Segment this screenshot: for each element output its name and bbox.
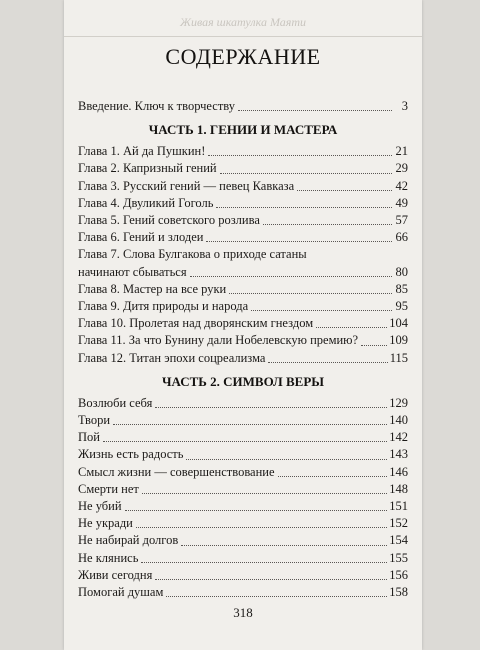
toc-entry [78, 264, 408, 281]
toc-entry [78, 315, 408, 332]
leader-dots [186, 458, 387, 460]
toc-entry-page: 66 [395, 230, 408, 245]
toc-entry-intro [78, 98, 408, 115]
toc-entry-page: 49 [395, 195, 408, 210]
leader-dots [190, 275, 392, 277]
toc-entry-page: 154 [389, 533, 408, 548]
leader-dots [166, 595, 387, 597]
toc-entry-page: 151 [389, 499, 408, 514]
toc-entry-page: 146 [389, 464, 408, 479]
part-heading-1: ЧАСТЬ 1. ГЕНИИ И МАСТЕРА [148, 122, 338, 138]
leader-dots [142, 492, 387, 494]
toc-entry-page: 80 [395, 264, 408, 279]
leader-dots [155, 578, 387, 580]
toc-entry-title-line1: Глава 7. Слова Булгакова о приходе сатаны [78, 247, 307, 262]
toc-entry-title: Живи сегодня [78, 567, 153, 582]
toc-entry-title: Не клянись [78, 550, 139, 565]
toc-entry-page: 148 [389, 481, 408, 496]
leader-dots [216, 206, 392, 208]
toc-entry [78, 429, 408, 446]
leader-dots [268, 361, 387, 363]
toc-entry [78, 464, 408, 481]
toc-entry-page: 21 [395, 144, 408, 159]
toc-entry [78, 532, 408, 549]
toc-entry-title: Помогай душам [78, 585, 164, 600]
toc-entry-title: Глава 5. Гений советского розлива [78, 213, 260, 228]
leader-dots [263, 223, 392, 225]
toc-entry [78, 195, 408, 212]
toc-entry-page: 104 [389, 316, 408, 331]
toc-entry-page: 156 [389, 567, 408, 582]
toc-entry [78, 178, 408, 195]
toc-entry-page: 57 [395, 213, 408, 228]
toc-entry-title: Введение. Ключ к творчеству [78, 99, 236, 113]
toc-entry-title: Возлюби себя [78, 395, 153, 410]
toc-entry [78, 395, 408, 412]
toc-entry [78, 567, 408, 584]
toc-entry-title: Пой [78, 430, 100, 445]
toc-entry [78, 515, 408, 532]
toc-entry-page: 29 [395, 161, 408, 176]
toc-entry-title: Жизнь есть радость [78, 447, 184, 462]
toc-entry-page: 158 [389, 585, 408, 600]
leader-dots [141, 561, 387, 563]
toc-entry [78, 550, 408, 567]
toc-entry-title: Не убий [78, 499, 122, 514]
toc-entry-title-line2: начинают сбываться [78, 264, 187, 279]
page-number: 318 [233, 605, 253, 620]
toc-entry [78, 298, 408, 315]
toc-entry-title: Глава 11. За что Бунину дали Нобелевскую премию? [78, 333, 359, 348]
running-header [64, 14, 422, 37]
toc-entry-title: Глава 8. Мастер на все руки [78, 281, 227, 296]
toc-entry [78, 350, 408, 367]
book-page [64, 0, 422, 650]
page-title: СОДЕРЖАНИЕ [165, 44, 321, 69]
toc-entry-page: 129 [389, 395, 408, 410]
toc-entry-title: Не укради [78, 516, 133, 531]
toc-entry [78, 229, 408, 246]
toc-entry [78, 160, 408, 177]
toc-entry-page: 95 [395, 299, 408, 314]
toc-entry-title: Твори [78, 413, 111, 428]
toc-entry [78, 584, 408, 601]
leader-dots [297, 189, 392, 191]
toc-entry-title: Смерти нет [78, 481, 139, 496]
leader-dots [125, 509, 388, 511]
toc-entry-page: 155 [389, 550, 408, 565]
toc-entry [78, 281, 408, 298]
toc-entry-title: Глава 10. Пролетая над дворянским гнездом [78, 316, 314, 331]
toc-entry [78, 481, 408, 498]
leader-dots [208, 154, 392, 156]
toc-entry-title: Глава 1. Ай да Пушкин! [78, 144, 206, 159]
toc-entry [78, 332, 408, 349]
toc-entry-title: Не набирай долгов [78, 533, 179, 548]
toc-entry-page: 143 [389, 447, 408, 462]
leader-dots [113, 423, 387, 425]
toc-entry [78, 143, 408, 160]
toc-entry [78, 498, 408, 515]
toc-entry [78, 446, 408, 463]
leader-dots [316, 326, 387, 328]
leader-dots [103, 440, 387, 442]
table-of-contents [78, 98, 408, 601]
toc-entry-page: 109 [389, 333, 408, 348]
leader-dots [181, 544, 387, 546]
toc-entry-title: Глава 12. Титан эпохи соцреализма [78, 350, 266, 365]
leader-dots [136, 526, 387, 528]
toc-entry-title: Глава 3. Русский гений — певец Кавказа [78, 178, 295, 193]
toc-entry-page: 140 [389, 413, 408, 428]
leader-dots [251, 309, 392, 311]
toc-entry-page: 142 [389, 430, 408, 445]
toc-entry [78, 212, 408, 229]
leader-dots [206, 240, 392, 242]
toc-entry-page: 152 [389, 516, 408, 531]
toc-entry-page: 115 [389, 350, 408, 365]
leader-dots [278, 475, 388, 477]
leader-dots [229, 292, 392, 294]
toc-entry-page: 42 [395, 178, 408, 193]
leader-dots [220, 172, 392, 174]
toc-entry-title: Смысл жизни — совершенствование [78, 464, 275, 479]
running-header-text: Живая шкатулка Маяти [179, 15, 307, 29]
toc-entry-page: 85 [395, 281, 408, 296]
toc-entry-title: Глава 4. Двуликий Гоголь [78, 195, 214, 210]
part-heading-2: ЧАСТЬ 2. СИМВОЛ ВЕРЫ [161, 373, 325, 389]
toc-entry [78, 412, 408, 429]
toc-entry-title: Глава 2. Капризный гений [78, 161, 217, 176]
toc-entry-page: 3 [401, 99, 408, 113]
toc-entry-title: Глава 9. Дитя природы и народа [78, 299, 249, 314]
toc-entry-title: Глава 6. Гений и злодеи [78, 230, 204, 245]
leader-dots [155, 406, 387, 408]
leader-dots [361, 344, 387, 346]
leader-dots [238, 109, 392, 111]
